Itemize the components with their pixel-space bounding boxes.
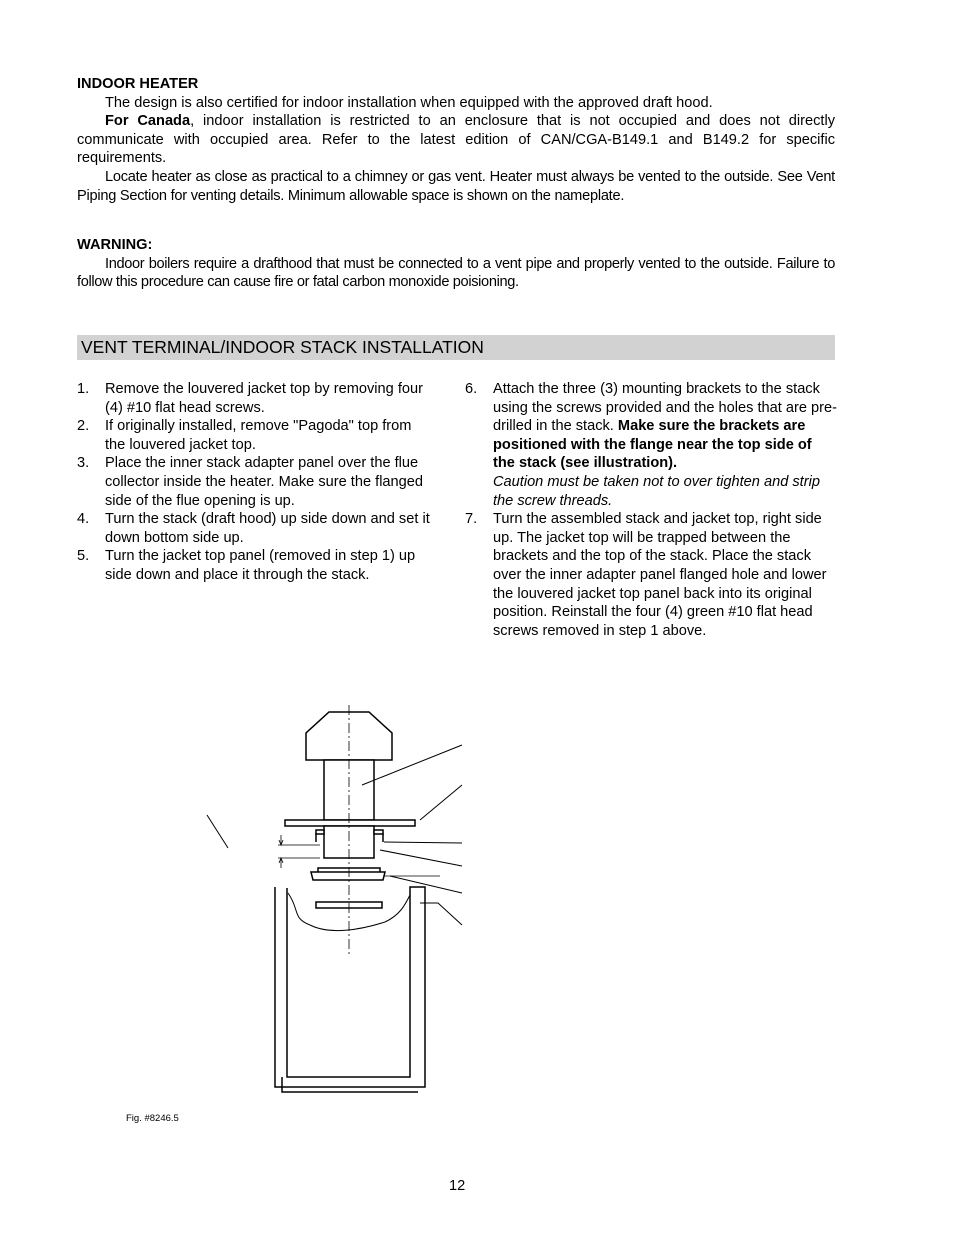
step-1-num: 1. — [77, 381, 90, 397]
bracket-flange-left — [316, 830, 324, 834]
adapter-panel — [311, 868, 385, 880]
leader-2 — [420, 785, 462, 820]
leader-5 — [390, 876, 462, 893]
leader-3 — [384, 842, 462, 843]
dimension-mark — [278, 835, 320, 868]
warning-text: Indoor boilers require a drafthood that must be connected to a vent pipe and properly vented to the outside. Failure to follow this procedure can cause fire or fatal carbon monoxide poisioning. — [77, 255, 835, 291]
step-6-bold: Make sure the brackets are positioned with the flange near the top side of the stack (see illustration). — [493, 418, 812, 472]
step-2-text: If originally installed, remove "Pagoda" top from the louvered jacket top. — [105, 418, 412, 453]
leader-left — [207, 815, 228, 848]
step-6-text: Attach the three (3) mounting brackets to the stack using the screws provided and the holes that are pre-drilled in the stack. — [493, 381, 837, 435]
step-4-text: Turn the stack (draft hood) up side down and set it down bottom side up. — [105, 511, 430, 546]
indoor-para-1: The design is also certified for indoor installation when equipped with the approved draft hood. — [105, 94, 713, 111]
step-4-num: 4. — [77, 511, 90, 528]
canada-text: , indoor installation is restricted to an enclosure that is not occupied and does not directly communicate with occupied area. Refer to the latest edition of CAN/CGA-B149.1 and B149.2 for specific requirements. — [77, 113, 835, 167]
indoor-heater-heading: INDOOR HEATER — [77, 76, 199, 92]
step-3-text: Place the inner stack adapter panel over the flue collector inside the heater. Make sure the flanged side of the flue opening is up. — [105, 455, 424, 509]
leader-6 — [420, 903, 462, 925]
step-5-num: 5. — [77, 548, 90, 565]
section-title: VENT TERMINAL/INDOOR STACK INSTALLATION — [77, 335, 835, 360]
jacket-top-panel — [285, 820, 415, 826]
step-7-num: 7. — [465, 511, 478, 528]
warning-heading: WARNING: — [77, 237, 153, 253]
bracket-flange-right — [374, 830, 383, 834]
step-5-text: Turn the jacket top panel (removed in step 1) up side down and place it through the stack. — [105, 548, 416, 583]
figure-label: Fig. #8246.5 — [126, 1113, 179, 1124]
heater-bottom — [282, 1077, 418, 1092]
indoor-para-3: Locate heater as close as practical to a chimney or gas vent. Heater must always be vented to the outside. See Vent Piping Section for venting details. Minimum allowable space is shown on the nameplate. — [77, 168, 835, 204]
canada-bold: For Canada — [105, 113, 191, 130]
step-2-num: 2. — [77, 418, 90, 435]
step-7-text: Turn the assembled stack and jacket top, right side up. The jacket top will be trapped between the brackets and the top of the stack. Place the stack over the inner adapter panel flanged hole and lower the louvered jacket top panel back into its original position. Reinstall the four (4) green #10 flat head screws removed in step 1 above. — [493, 511, 827, 639]
leader-4 — [380, 850, 462, 866]
step-6-caution: Caution must be taken not to over tighten and strip the screw threads. — [493, 473, 820, 509]
heater-body — [275, 887, 425, 1087]
step-3-num: 3. — [77, 455, 90, 472]
page-number: 12 — [449, 1178, 466, 1194]
step-1-text: Remove the louvered jacket top by removing four (4) #10 flat head screws. — [105, 381, 423, 416]
step-6-num: 6. — [465, 381, 478, 397]
